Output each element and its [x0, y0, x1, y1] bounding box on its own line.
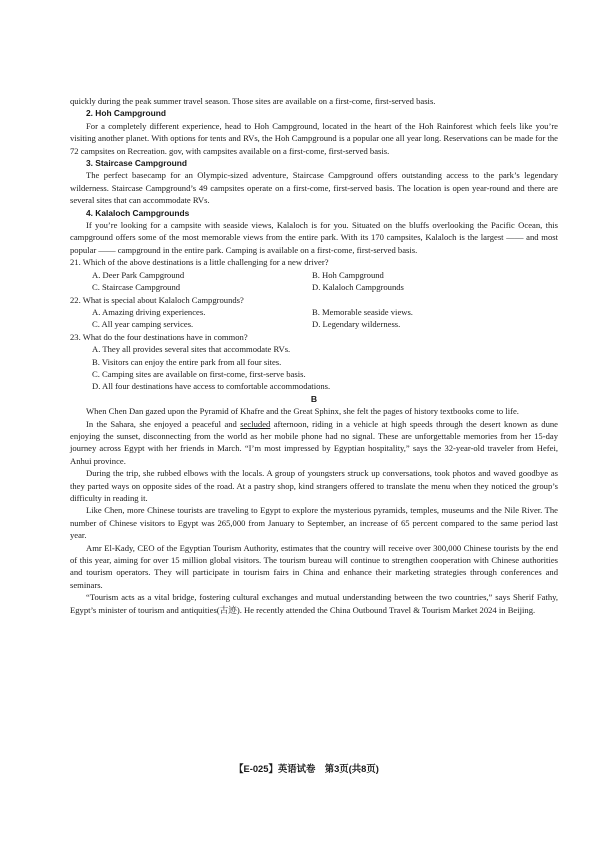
option: D. Kalaloch Campgrounds: [312, 282, 404, 293]
kalaloch-text: If you’re looking for a campsite with seaside views, Kalaloch is for you. Situated on the bluffs overlooking the Pacific Ocean, this campground offers some of the most memorable views from the entire park. With its 170 campsites, Kalaloch is the largest —— and most popular —— campground in the entire park. Camping is available on a first-come, first-served basis.: [70, 220, 558, 255]
p2-end: afternoon, riding in a vehicle at high speeds through the desert known as dune enjoying the sunset, disconnecting from the world as her mobile phone had no signal. These are unforgettable memories from her 15-day journey across Egypt with her friends in March. “I’m most impressed by Egyptian hospitality,” says the 32-year-old traveler from Hefei, Anhui province.: [70, 418, 558, 466]
option: C. Camping sites are available on first-come, first-serve basis.: [92, 368, 306, 379]
option: A. Deer Park Campground: [92, 269, 185, 280]
question-21: 21. Which of the above destinations is a little challenging for a new driver?: [70, 257, 329, 268]
kalaloch-heading: 4. Kalaloch Campgrounds: [86, 207, 190, 218]
option: B. Visitors can enjoy the entire park from all four sites.: [92, 356, 282, 367]
question-22: 22. What is special about Kalaloch Campgrounds?: [70, 294, 244, 305]
question-22-options: [70, 306, 558, 331]
passage-b-p5: Amr El-Kady, CEO of the Egyptian Tourism Authority, estimates that the country will receive over 300,000 Chinese tourists by the end of this year, aiming for over 15 million global visitors. The tourism bureau will continue to strengthen cooperation with Chinese authorities and tourism operators. They will participate in tourism fairs in China and enhance their marketing strategies through conferences and seminars.: [70, 542, 558, 590]
passage-b-p4: Like Chen, more Chinese tourists are traveling to Egypt to explore the mysterious pyramids, temples, museums and the Nile River. The number of Chinese visitors to Egypt was 265,000 from January to September, an increase of 65 percent compared to the same period last year.: [70, 505, 558, 541]
section-b-label: B: [310, 393, 318, 404]
option: B. Hoh Campground: [312, 269, 384, 280]
hoh-heading: 2. Hoh Campground: [86, 108, 167, 119]
underlined-word: secluded: [240, 418, 271, 429]
p2-start: In the Sahara, she enjoyed a peaceful and: [86, 418, 241, 429]
option: C. All year camping services.: [92, 319, 194, 330]
option: A. They all provides several sites that accommodate RVs.: [92, 344, 291, 355]
passage-b-p6: “Tourism acts as a vital bridge, fostering cultural exchanges and mutual understanding between the two countries,” says Sherif Fathy, Egypt’s minister of tourism and antiquities(古迹). He recently attended the China Outbound Travel & Tourism Market 2024 in Beijing.: [70, 592, 558, 615]
option: D. All four destinations have access to comfortable accommodations.: [92, 381, 331, 392]
page-footer: 【E-025】英语试卷 第3页(共8页): [234, 763, 379, 774]
option: C. Staircase Campground: [92, 282, 181, 293]
staircase-heading: 3. Staircase Campground: [86, 158, 187, 169]
option: D. Legendary wilderness.: [312, 319, 401, 330]
passage-b-p1: When Chen Dan gazed upon the Pyramid of Khafre and the Great Sphinx, she felt the pages of history textbooks come to life.: [86, 406, 519, 417]
option: A. Amazing driving experiences.: [92, 306, 206, 317]
question-23: 23. What do the four destinations have in common?: [70, 331, 248, 342]
passage-b-p3: During the trip, she rubbed elbows with the locals. A group of youngsters struck up conversations, took photos and waved goodbye as they parted ways on opposite sides of the road. At a pastry shop, kind strangers offered to translate the menu when they noticed the group’s difficulty in reading it.: [70, 468, 558, 503]
question-21-options: [70, 269, 558, 294]
passage-b-p2: [70, 418, 558, 468]
staircase-text: The perfect basecamp for an Olympic-sized adventure, Staircase Campground offers outstanding access to the park’s legendary wilderness. Staircase Campground’s 49 campsites operate on a first-come, first-served basis. The location is open year-round and there are several sites that can accommodate RVs.: [70, 170, 558, 206]
hoh-text: For a completely different experience, head to Hoh Campground, located in the heart of the Hoh Rainforest which feels like you’re visiting another planet. With options for tents and RVs, the Hoh Campground is a popular one all year long. Reservations can be made for the 72 campsites on Recreation. gov, with campsites available on a first-come, first-served basis.: [70, 120, 558, 156]
page-content: [70, 95, 558, 616]
option: B. Memorable seaside views.: [312, 306, 413, 317]
intro-tail: quickly during the peak summer travel season. Those sites are available on a first-come, first-served basis.: [70, 96, 436, 106]
